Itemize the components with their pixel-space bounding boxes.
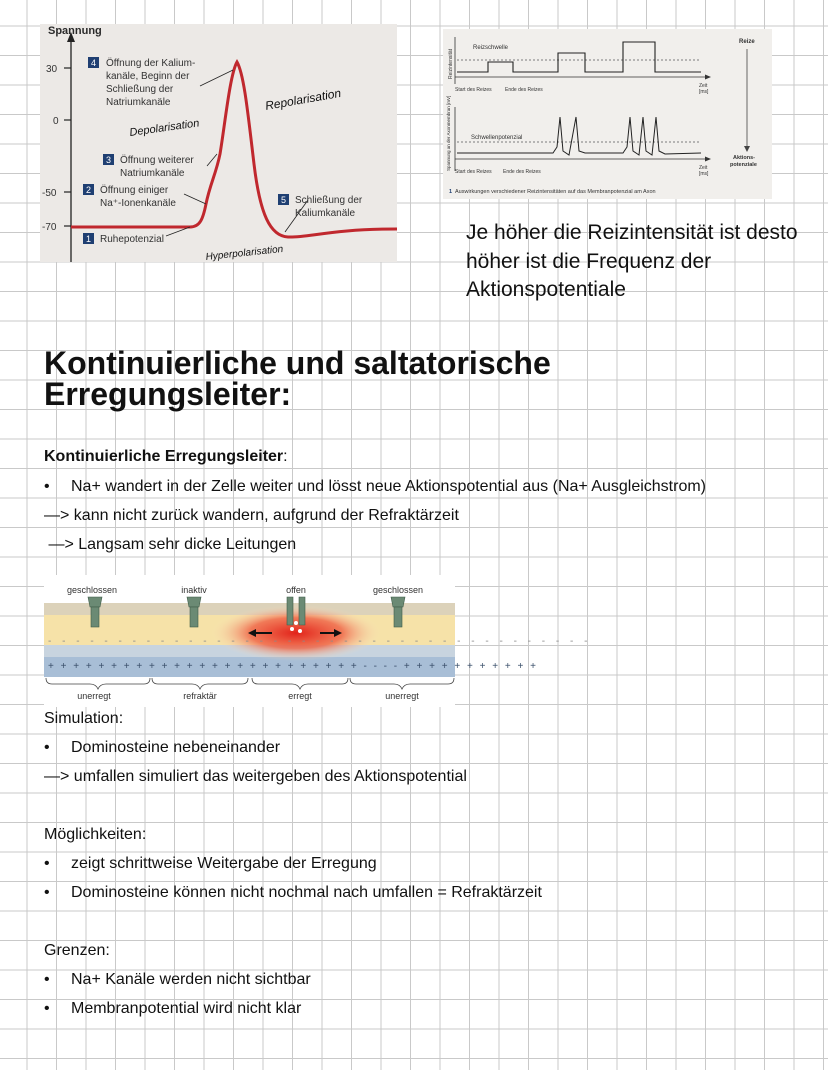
svg-text:Ruhepotenzial: Ruhepotenzial <box>100 234 164 245</box>
phase-2-label <box>83 184 176 209</box>
svg-text:Schließung der: Schließung der <box>106 84 174 95</box>
page-title-line1: Kontinuierliche und saltatorische <box>44 345 551 381</box>
arrow-note: —> umfallen simuliert das weitergeben des Aktionspotential <box>44 768 467 785</box>
y-tick-minus70: -70 <box>42 222 57 233</box>
region-label-unerregt: unerregt <box>77 691 111 701</box>
list-item: • Membranpotential wird nicht klar <box>44 1000 302 1017</box>
state-label-offen: offen <box>286 585 306 595</box>
phase-3-label <box>103 154 194 179</box>
list-item: • Na+ Kanäle werden nicht sichtbar <box>44 971 311 988</box>
stimulus-intensity-figure <box>443 29 772 199</box>
simulation-title: Simulation: <box>44 710 124 727</box>
state-label-geschlossen: geschlossen <box>66 585 118 595</box>
svg-text:4: 4 <box>90 58 97 68</box>
svg-text:Öffnung einiger: Öffnung einiger <box>100 185 169 196</box>
svg-text:[ms]: [ms] <box>699 89 709 95</box>
svg-text:Schließung der: Schließung der <box>295 195 363 206</box>
svg-text:[ms]: [ms] <box>699 171 709 177</box>
svg-text:Start des Reizes: Start des Reizes <box>455 169 492 175</box>
svg-text:Öffnung der Kalium-: Öffnung der Kalium- <box>106 58 196 69</box>
region-label-erregt: erregt <box>288 691 312 701</box>
stimulus-intensity-chart <box>443 29 772 199</box>
svg-text:Zeit: Zeit <box>699 165 708 171</box>
svg-text:5: 5 <box>280 195 287 205</box>
phase-5-label <box>278 194 363 219</box>
figure-caption: Auswirkungen verschiedener Reizintensitäten auf das Membranpotenzial am Axon <box>455 189 656 195</box>
list-item: • zeigt schrittweise Weitergabe der Erregung <box>44 855 377 872</box>
handwritten-depolarisation: Depolarisation <box>128 117 201 139</box>
svg-text:+ + + + + + + + + + + + + + +: + + + + + + + + + + + + + + + + + + + + + + + + + - - - - + + + + + + + + + + + <box>48 661 538 672</box>
state-label-geschlossen: geschlossen <box>372 585 424 595</box>
label-reize: Reize <box>739 39 755 45</box>
svg-text:Natriumkanäle: Natriumkanäle <box>120 168 185 179</box>
svg-text:Na⁺-Ionenkanäle: Na⁺-Ionenkanäle <box>100 198 176 209</box>
region-label-refraktaer: refraktär <box>183 691 217 701</box>
action-potential-chart <box>40 24 397 262</box>
svg-text:1: 1 <box>449 189 453 195</box>
svg-text:Start des Reizes: Start des Reizes <box>455 87 492 93</box>
phase-1-label <box>83 233 164 245</box>
list-item: • Dominosteine können nicht nochmal nach umfallen = Refraktärzeit <box>44 884 542 901</box>
label-aktionspotenziale: Aktions- <box>733 155 755 161</box>
svg-text:- - - - - - - - - - - - - - -: - - - - - - - - - - - - - - - - - - - - - - - - - - - - - - - - - - - - - - - <box>48 636 592 647</box>
y-axis-label: Spannung <box>48 25 102 37</box>
svg-text:Natriumkanäle: Natriumkanäle <box>106 97 171 108</box>
grenzen-title: Grenzen: <box>44 942 110 959</box>
region-label-unerregt: unerregt <box>385 691 419 701</box>
page-title-line2: Erregungsleiter: <box>44 376 292 412</box>
handwritten-repolarisation: Repolarisation <box>264 85 343 113</box>
ion-channel-figure <box>44 575 592 707</box>
svg-text:kanäle, Beginn der: kanäle, Beginn der <box>106 71 190 82</box>
svg-text:potenziale: potenziale <box>730 162 757 168</box>
page-title <box>44 345 551 412</box>
svg-text:Ende des Reizes: Ende des Reizes <box>505 87 543 93</box>
note-stimulus-frequency: Je höher die Reizintensität ist desto höher ist die Frequenz der Aktionspotentiale <box>466 221 798 301</box>
label-reizschwelle: Reizschwelle <box>473 45 509 51</box>
y-tick-minus50: -50 <box>42 188 57 199</box>
svg-text:2: 2 <box>85 185 92 195</box>
phase-4-label <box>88 57 195 108</box>
ion-channel-diagram <box>44 575 592 707</box>
state-label-inaktiv: inaktiv <box>181 585 207 595</box>
action-potential-figure <box>40 24 397 262</box>
svg-text:Ende des Reizes: Ende des Reizes <box>503 169 541 175</box>
moeglichkeiten-title: Möglichkeiten: <box>44 826 147 843</box>
y-tick-0: 0 <box>53 116 59 127</box>
svg-text:1: 1 <box>85 234 92 244</box>
label-schwellenpotenzial: Schwellenpotenzial <box>471 135 523 141</box>
section-kontinuierlich-title: Kontinuierliche Erregungsleiter: <box>44 448 288 465</box>
svg-text:3: 3 <box>105 155 112 165</box>
label-reizintensitaet: Reizintensität <box>448 48 454 79</box>
arrow-note: —> Langsam sehr dicke Leitungen <box>44 536 297 553</box>
svg-text:Zeit: Zeit <box>699 83 708 89</box>
list-item: • Na+ wandert in der Zelle weiter und lösst neue Aktionspotential aus (Na+ Ausgleichstrom) <box>44 478 707 495</box>
svg-text:Kaliumkanäle: Kaliumkanäle <box>295 208 356 219</box>
y-tick-30: 30 <box>46 64 58 75</box>
list-item: • Dominosteine nebeneinander <box>44 739 281 756</box>
label-spannung: Spannung an der Axonmembran [mV] <box>446 95 451 171</box>
svg-text:Öffnung weiterer: Öffnung weiterer <box>120 155 194 166</box>
arrow-note: —> kann nicht zurück wandern, aufgrund der Refraktärzeit <box>44 507 459 524</box>
handwritten-hyperpolarisation: Hyperpolarisation <box>205 243 284 263</box>
